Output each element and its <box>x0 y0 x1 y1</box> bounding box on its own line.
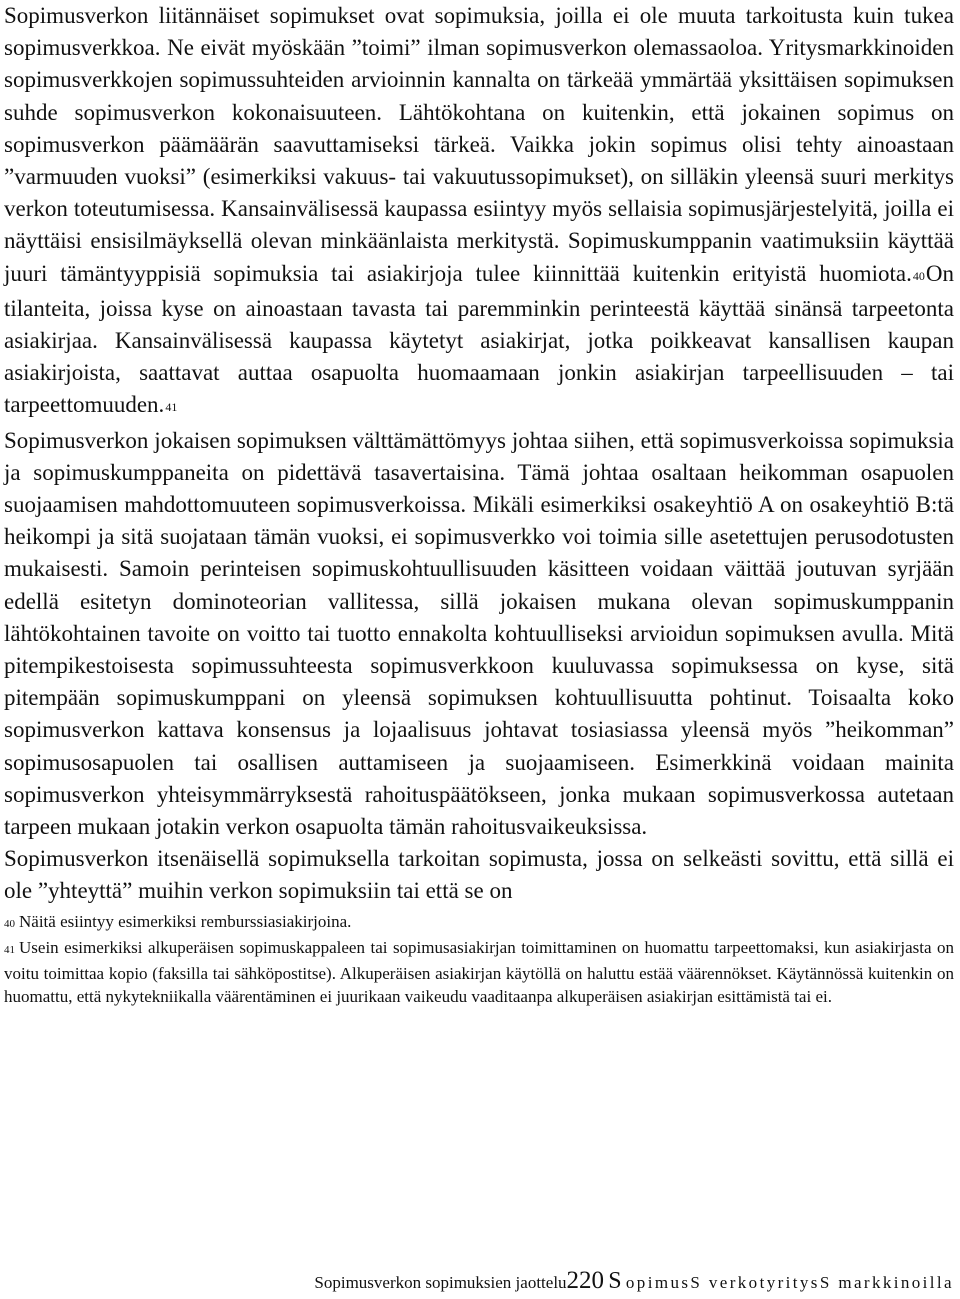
body-text <box>4 0 954 908</box>
paragraph-1-text: Sopimusverkon liitännäiset sopimukset ovat sopimuksia, joilla ei ole muuta tarkoitusta kuin tukea sopimusverkkoa. Ne eivät myöskään ”toimi” ilman sopimusverkon olemassaoloa. Yritysmarkkinoiden sopimusverkkojen sopimussuhteiden arvioinnin kannalta on tärkeää ymmärtää yksittäisen sopimuksen suhde sopimusverkon kokonaisuuteen. Lähtökohtana on kuitenkin, että jokainen sopimus on sopimusverkon päämäärän saavuttamiseksi tärkeä. Vaikka jokin sopimus olisi tehty ainoastaan ”varmuuden vuoksi” (esimerkiksi vakuus- tai vakuutussopimukset), on silläkin yleensä suuri merkitys verkon toteutumisessa. Kansainvälisessä kaupassa esiintyy myös sellaisia sopimusjärjestelyitä, joilla ei näyttäisi ensisilmäyksellä olevan minkäänlaista merkitystä. Sopimuskumppanin vaatimuksiin käyttää juuri tämäntyyppisiä sopimuksia tai asiakirjoja tulee kiinnittää kuitenkin erityistä huomiota. <box>4 3 954 286</box>
footnote-text: Näitä esiintyy esimerkiksi remburssiasiakirjoina. <box>19 911 352 931</box>
footer-initial: S <box>608 1268 622 1294</box>
footnote-41 <box>4 936 954 1009</box>
paragraph-2: Sopimusverkon jokaisen sopimuksen välttämättömyys johtaa siihen, että sopimusverkoissa sopimuksia ja sopimuskumppaneita on pidettävä tasavertaisina. Tämä johtaa osaltaan heikomman osapuolen suojaamisen mahdottomuuteen sopimusverkoissa. Mikäli esimerkiksi osakeyhtiö A on osakeyhtiö B:tä heikompi ja sitä suojataan tämän vuoksi, ei sopimusverkko voi toimia sille asetettujen perusodotusten mukaisesti. Samoin perinteisen sopimuskohtuullisuuden käsitteen voidaan väittää joutuvan syrjään edellä esitetyn dominoteorian vallitessa, sillä jokaisen mukana olevan sopimuskumppanin lähtökohtainen tavoite on voitto tai tuotto ennakolta kohtuulliseksi arvioidun sopimuksen avulla. Mitä pitempikestoisesta sopimussuhteesta sopimusverkkoon kuuluvassa sopimuksessa on kyse, sitä pitempään sopimuskumppani on yleensä sopimuksen kohtuullisuutta pohtinut. Toisaalta koko sopimusverkon kattava konsensus ja lojaalisuus johtavat tosiasiassa yleensä myös ”heikomman” sopimusosapuolen tai osallisen auttamiseen ja suojaamiseen. Esimerkkinä voidaan mainita sopimusverkon yhteisymmärryksestä rahoituspäätökseen, jonka mukaan sopimusverkossa autetaan tarpeen mukaan jotakin verkon osapuolta tämän rahoitusvaikeuksissa. <box>4 427 954 840</box>
paragraph-3: Sopimusverkon itsenäisellä sopimuksella tarkoitan sopimusta, jossa on selkeästi sovittu, että sillä ei ole ”yhteyttä” muihin verkon sopimuksiin tai että se on <box>4 846 954 904</box>
page-number: 220 <box>566 1267 605 1294</box>
footnote-text: Usein esimerkiksi alkuperäisen sopimuskappaleen tai sopimusasiakirjan toimittaminen on huomattu tarpeettomaksi, kun asiakirjasta on voitu toimittaa kopio (faksilla tai sähköpostitse). Alkuperäisen asiakirjan käytöllä on haluttu estää väärennökset. Käytännössä kuitenkin on huomattu, että nykytekniikalla väärentäminen ei juurikaan vaikeudu vaaditaanpa alkuperäisen asiakirjan esittämistä tai ei. <box>4 937 954 1007</box>
footnote-ref-41[interactable]: 41 <box>165 400 178 415</box>
footnote-ref-40[interactable]: 40 <box>912 268 925 283</box>
footnote-mark: 41 <box>4 943 15 956</box>
paragraph-1-continuation: On tilanteita, joissa kyse on ainoastaan tavasta tai paremminkin perinteestä käyttää sinänsä tarpeetonta asiakirjaa. Kansainvälisessä kaupassa käytetyt asiakirjat, jotka poikkeavat kansallisen kaupan asiakirjoista, saattavat auttaa osapuolta huomaamaan jonkin asiakirjan tarpeellisuuden – tai tarpeettomuuden. <box>4 260 954 418</box>
footer-chapter-title: Sopimusverkon sopimuksien jaottelu <box>314 1273 567 1292</box>
footnotes <box>4 910 954 1009</box>
footer-book-title: opimusS verkotyritysS markkinoilla <box>625 1273 954 1292</box>
footnote-40 <box>4 910 954 936</box>
footnote-mark: 40 <box>4 917 15 930</box>
paragraph-1 <box>4 0 954 425</box>
running-footer <box>314 1265 954 1299</box>
